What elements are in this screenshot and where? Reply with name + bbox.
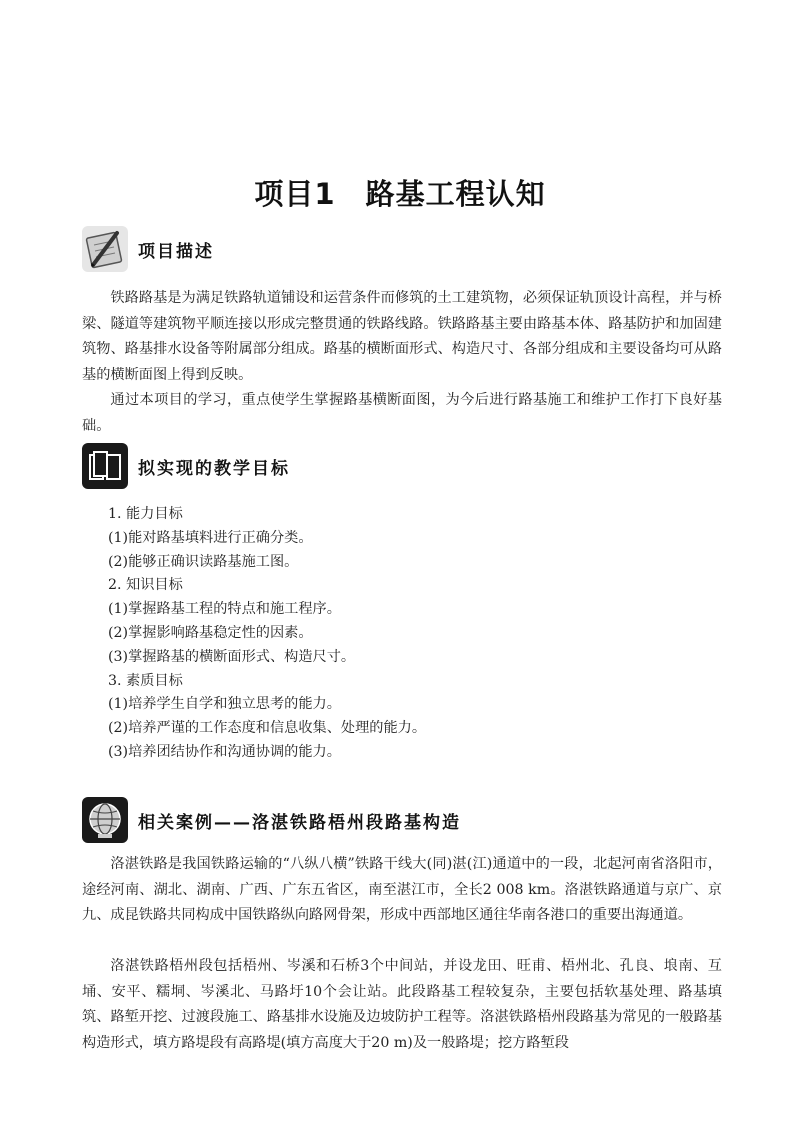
section-heading-label: 相关案例——洛湛铁路梧州段路基构造	[138, 812, 461, 833]
globe-icon	[82, 797, 128, 843]
list-item: (2)能够正确识读路基施工图。	[108, 553, 299, 570]
case-paragraph-2: 洛湛铁路梧州段包括梧州、岑溪和石桥3个中间站，并设龙田、旺甫、梧州北、孔良、埌南、互埇、安平、糯垌、岑溪北、马路圩10个会让站。此段路基工程较复杂，主要包括软基处理、路基填筑、路堑开挖、过渡段施工、路基排水设施及边坡防护工程等。洛湛铁路梧州段路基为常见的一般路基构造形式，填方路堤段有高路堤(填方高度大于20 m)及一般路堤；挖方路堑段	[82, 958, 722, 1051]
book-icon	[82, 443, 128, 489]
list-item: (1)能对路基填料进行正确分类。	[108, 529, 313, 546]
section-heading-label: 拟实现的教学目标	[138, 458, 290, 479]
section-heading-objectives	[82, 443, 290, 489]
objectives-list	[108, 503, 426, 765]
list-item: (1)掌握路基工程的特点和施工程序。	[108, 601, 341, 618]
section-heading-label: 项目描述	[138, 241, 214, 262]
list-item: (3)培养团结协作和沟通协调的能力。	[108, 743, 341, 760]
list-item: (3)掌握路基的横断面形式、构造尺寸。	[108, 648, 356, 665]
pencil-paper-icon	[82, 226, 128, 272]
list-item: 1. 能力目标	[108, 506, 183, 522]
list-item: (2)掌握影响路基稳定性的因素。	[108, 624, 313, 641]
description-paragraph-2: 通过本项目的学习，重点使学生掌握路基横断面图，为今后进行路基施工和维护工作打下良好基础。	[82, 392, 722, 434]
list-item: (1)培养学生自学和独立思考的能力。	[108, 696, 341, 713]
case-paragraph-1: 洛湛铁路是我国铁路运输的“八纵八横”铁路干线大(同)湛(江)通道中的一段，北起河南省洛阳市，途经河南、湖北、湖南、广西、广东五省区，南至湛江市，全长2 008 km。洛湛铁路通道与京广、京九、成昆铁路共同构成中国铁路纵向路网骨架，形成中西部地区通往华南各港口的重要出海通道。	[82, 856, 722, 923]
list-item: (2)培养严谨的工作态度和信息收集、处理的能力。	[108, 720, 427, 737]
description-paragraph-1: 铁路路基是为满足铁路轨道铺设和运营条件而修筑的土工建筑物，必须保证轨顶设计高程，并与桥梁、隧道等建筑物平顺连接以形成完整贯通的铁路线路。铁路路基主要由路基本体、路基防护和加固建筑物、路基排水设备等附属部分组成。路基的横断面形式、构造尺寸、各部分组成和主要设备均可从路基的横断面图上得到反映。	[82, 290, 722, 383]
list-item: 3. 素质目标	[108, 672, 183, 689]
section-heading-case	[82, 797, 461, 843]
list-item: 2. 知识目标	[108, 577, 183, 594]
section-heading-description	[82, 226, 214, 272]
page-title: 项目1 路基工程认知	[254, 177, 546, 211]
